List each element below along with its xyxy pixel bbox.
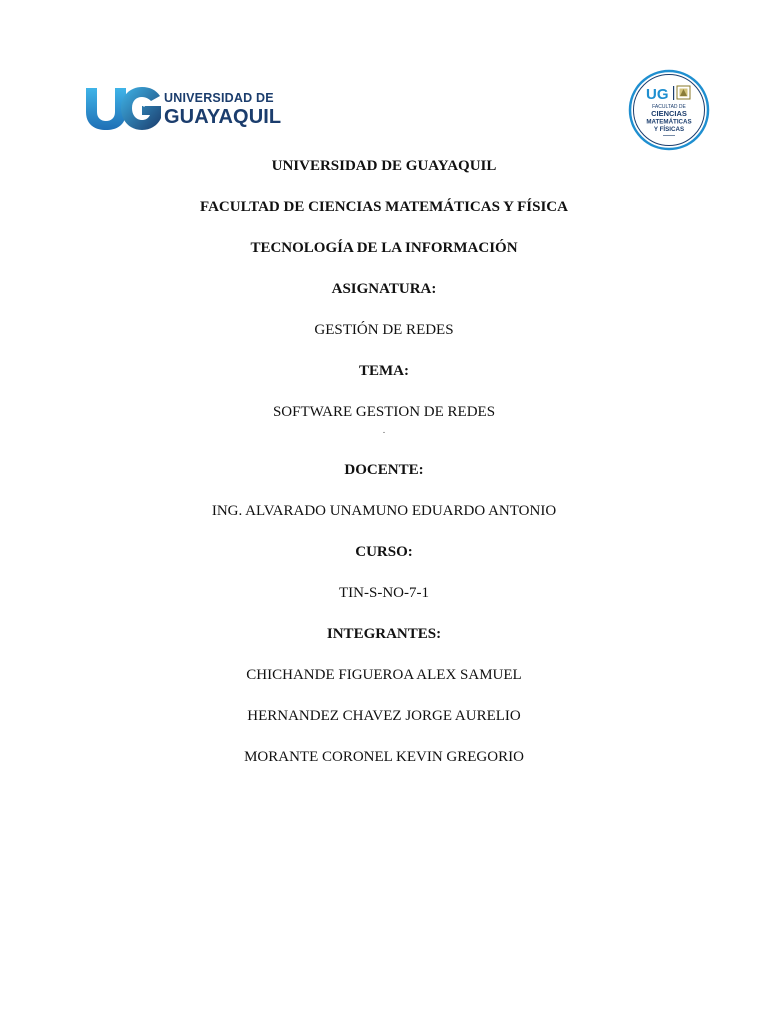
course-label: CURSO: bbox=[355, 544, 413, 560]
university-title: UNIVERSIDAD DE GUAYAQUIL bbox=[271, 158, 497, 174]
logo-line-2: GUAYAQUIL bbox=[164, 105, 282, 128]
topic-label: TEMA: bbox=[359, 363, 409, 379]
topic-dot: . bbox=[382, 425, 386, 435]
university-logo bbox=[84, 84, 280, 132]
faculty-title: FACULTAD DE CIENCIAS MATEMÁTICAS Y FÍSICA bbox=[200, 199, 568, 215]
member-name: CHICHANDE FIGUEROA ALEX SAMUEL bbox=[246, 667, 522, 683]
logo-line-1: UNIVERSIDAD DE bbox=[164, 91, 274, 105]
members-label: INTEGRANTES: bbox=[326, 626, 442, 642]
seal-line-4: Y FÍSICAS bbox=[653, 126, 685, 133]
member-name: MORANTE CORONEL KEVIN GREGORIO bbox=[244, 749, 524, 765]
university-logo-wordmark bbox=[164, 92, 281, 127]
seal-line-3: MATEMÁTICAS bbox=[646, 118, 692, 126]
seal-line-1: FACULTAD DE bbox=[652, 104, 686, 110]
ug-logo-mark bbox=[84, 84, 164, 132]
subject-value: GESTIÓN DE REDES bbox=[314, 322, 454, 338]
teacher-value: ING. ALVARADO UNAMUNO EDUARDO ANTONIO bbox=[211, 503, 557, 519]
member-name: HERNANDEZ CHAVEZ JORGE AURELIO bbox=[247, 708, 521, 724]
faculty-seal bbox=[628, 69, 710, 151]
seal-mark: UG bbox=[646, 86, 669, 103]
seal-line-2: CIENCIAS bbox=[651, 109, 687, 118]
topic-value: SOFTWARE GESTION DE REDES bbox=[272, 404, 496, 420]
teacher-label: DOCENTE: bbox=[344, 462, 424, 478]
subject-label: ASIGNATURA: bbox=[331, 281, 437, 297]
faculty-seal-graphic bbox=[628, 69, 710, 151]
course-value: TIN-S-NO-7-1 bbox=[339, 585, 429, 601]
career-title: TECNOLOGÍA DE LA INFORMACIÓN bbox=[250, 240, 518, 256]
